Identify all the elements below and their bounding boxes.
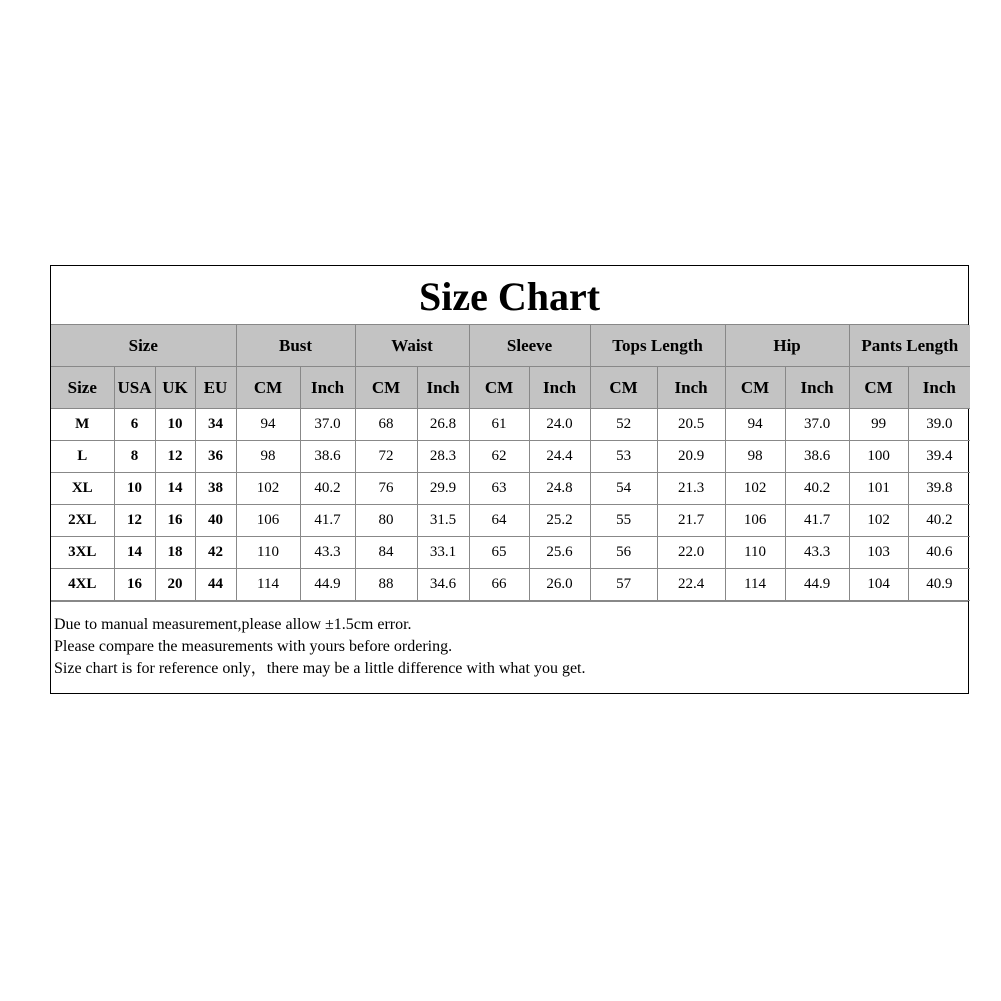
measurement-cell: 56: [590, 537, 657, 569]
table-row: [51, 441, 970, 473]
size-code-cell: 10: [155, 409, 195, 441]
measurement-cell: 94: [236, 409, 300, 441]
table-row: [51, 537, 970, 569]
measurement-cell: 52: [590, 409, 657, 441]
measurement-cell: 37.0: [300, 409, 355, 441]
notes: [51, 601, 968, 680]
measurement-cell: 34.6: [417, 569, 469, 601]
subheader-cell: Inch: [908, 367, 970, 409]
measurement-cell: 55: [590, 505, 657, 537]
measurement-cell: 63: [469, 473, 529, 505]
measurement-cell: 102: [236, 473, 300, 505]
measurement-cell: 40.2: [908, 505, 970, 537]
measurement-cell: 24.4: [529, 441, 590, 473]
table-row: [51, 409, 970, 441]
size-code-cell: 44: [195, 569, 236, 601]
group-header-row: [51, 325, 970, 367]
subheader-cell: USA: [114, 367, 155, 409]
measurement-cell: 20.9: [657, 441, 725, 473]
group-header-waist: Waist: [355, 325, 469, 367]
subheader-cell: Inch: [785, 367, 849, 409]
size-code-cell: XL: [51, 473, 114, 505]
size-code-cell: 8: [114, 441, 155, 473]
measurement-cell: 57: [590, 569, 657, 601]
measurement-cell: 39.8: [908, 473, 970, 505]
measurement-cell: 99: [849, 409, 908, 441]
measurement-cell: 24.8: [529, 473, 590, 505]
measurement-cell: 114: [725, 569, 785, 601]
size-code-cell: 16: [114, 569, 155, 601]
group-header-bust: Bust: [236, 325, 355, 367]
subheader-cell: Inch: [417, 367, 469, 409]
measurement-cell: 114: [236, 569, 300, 601]
measurement-cell: 54: [590, 473, 657, 505]
table-row: [51, 505, 970, 537]
measurement-cell: 106: [725, 505, 785, 537]
measurement-cell: 25.6: [529, 537, 590, 569]
subheader-cell: Size: [51, 367, 114, 409]
measurement-cell: 98: [725, 441, 785, 473]
group-header-tops-length: Tops Length: [590, 325, 725, 367]
size-code-cell: L: [51, 441, 114, 473]
measurement-cell: 100: [849, 441, 908, 473]
measurement-cell: 29.9: [417, 473, 469, 505]
measurement-cell: 26.8: [417, 409, 469, 441]
measurement-cell: 28.3: [417, 441, 469, 473]
measurement-cell: 41.7: [300, 505, 355, 537]
measurement-cell: 53: [590, 441, 657, 473]
measurement-cell: 38.6: [300, 441, 355, 473]
measurement-cell: 24.0: [529, 409, 590, 441]
size-code-cell: 3XL: [51, 537, 114, 569]
subheader-cell: CM: [469, 367, 529, 409]
subheader-cell: CM: [355, 367, 417, 409]
size-code-cell: 12: [114, 505, 155, 537]
measurement-cell: 84: [355, 537, 417, 569]
measurement-cell: 80: [355, 505, 417, 537]
subheader-cell: Inch: [300, 367, 355, 409]
size-code-cell: 4XL: [51, 569, 114, 601]
measurement-cell: 40.9: [908, 569, 970, 601]
subheader-cell: Inch: [529, 367, 590, 409]
measurement-cell: 88: [355, 569, 417, 601]
size-code-cell: 10: [114, 473, 155, 505]
size-table: [51, 325, 970, 601]
group-header-pants-length: Pants Length: [849, 325, 970, 367]
measurement-cell: 44.9: [785, 569, 849, 601]
measurement-cell: 26.0: [529, 569, 590, 601]
size-code-cell: 36: [195, 441, 236, 473]
subheader-cell: UK: [155, 367, 195, 409]
measurement-cell: 102: [849, 505, 908, 537]
measurement-cell: 33.1: [417, 537, 469, 569]
note-line: Due to manual measurement,please allow ±1.5cm error.: [54, 616, 412, 633]
group-header-hip: Hip: [725, 325, 849, 367]
measurement-cell: 102: [725, 473, 785, 505]
table-row: [51, 473, 970, 505]
subheader-cell: CM: [725, 367, 785, 409]
size-code-cell: 42: [195, 537, 236, 569]
chart-title: Size Chart: [51, 266, 968, 325]
size-code-cell: 14: [155, 473, 195, 505]
subheader-cell: CM: [236, 367, 300, 409]
measurement-cell: 61: [469, 409, 529, 441]
size-code-cell: 16: [155, 505, 195, 537]
size-code-cell: 14: [114, 537, 155, 569]
measurement-cell: 41.7: [785, 505, 849, 537]
table-body: [51, 409, 970, 601]
size-code-cell: 18: [155, 537, 195, 569]
measurement-cell: 62: [469, 441, 529, 473]
measurement-cell: 22.0: [657, 537, 725, 569]
measurement-cell: 65: [469, 537, 529, 569]
size-code-cell: 20: [155, 569, 195, 601]
measurement-cell: 43.3: [785, 537, 849, 569]
measurement-cell: 72: [355, 441, 417, 473]
measurement-cell: 40.2: [300, 473, 355, 505]
size-code-cell: 40: [195, 505, 236, 537]
measurement-cell: 104: [849, 569, 908, 601]
measurement-cell: 106: [236, 505, 300, 537]
measurement-cell: 76: [355, 473, 417, 505]
measurement-cell: 101: [849, 473, 908, 505]
measurement-cell: 31.5: [417, 505, 469, 537]
measurement-cell: 21.7: [657, 505, 725, 537]
table-row: [51, 569, 970, 601]
size-code-cell: 2XL: [51, 505, 114, 537]
subheader-cell: EU: [195, 367, 236, 409]
note-line: Please compare the measurements with yours before ordering.: [54, 638, 453, 655]
group-header-size: Size: [51, 325, 236, 367]
measurement-cell: 43.3: [300, 537, 355, 569]
size-code-cell: 12: [155, 441, 195, 473]
size-code-cell: 6: [114, 409, 155, 441]
measurement-cell: 38.6: [785, 441, 849, 473]
measurement-cell: 21.3: [657, 473, 725, 505]
measurement-cell: 39.0: [908, 409, 970, 441]
measurement-cell: 39.4: [908, 441, 970, 473]
measurement-cell: 110: [725, 537, 785, 569]
measurement-cell: 22.4: [657, 569, 725, 601]
size-code-cell: 34: [195, 409, 236, 441]
measurement-cell: 110: [236, 537, 300, 569]
subheader-cell: CM: [590, 367, 657, 409]
measurement-cell: 25.2: [529, 505, 590, 537]
measurement-cell: 44.9: [300, 569, 355, 601]
measurement-cell: 66: [469, 569, 529, 601]
measurement-cell: 20.5: [657, 409, 725, 441]
measurement-cell: 37.0: [785, 409, 849, 441]
size-chart: [50, 265, 969, 694]
measurement-cell: 64: [469, 505, 529, 537]
note-line: Size chart is for reference only，there may be a little difference with what you get.: [54, 660, 586, 677]
subheader-cell: Inch: [657, 367, 725, 409]
measurement-cell: 40.6: [908, 537, 970, 569]
subheader-cell: CM: [849, 367, 908, 409]
group-header-sleeve: Sleeve: [469, 325, 590, 367]
size-code-cell: 38: [195, 473, 236, 505]
measurement-cell: 94: [725, 409, 785, 441]
measurement-cell: 68: [355, 409, 417, 441]
size-code-cell: M: [51, 409, 114, 441]
measurement-cell: 103: [849, 537, 908, 569]
measurement-cell: 40.2: [785, 473, 849, 505]
measurement-cell: 98: [236, 441, 300, 473]
subheader-row: [51, 367, 970, 409]
